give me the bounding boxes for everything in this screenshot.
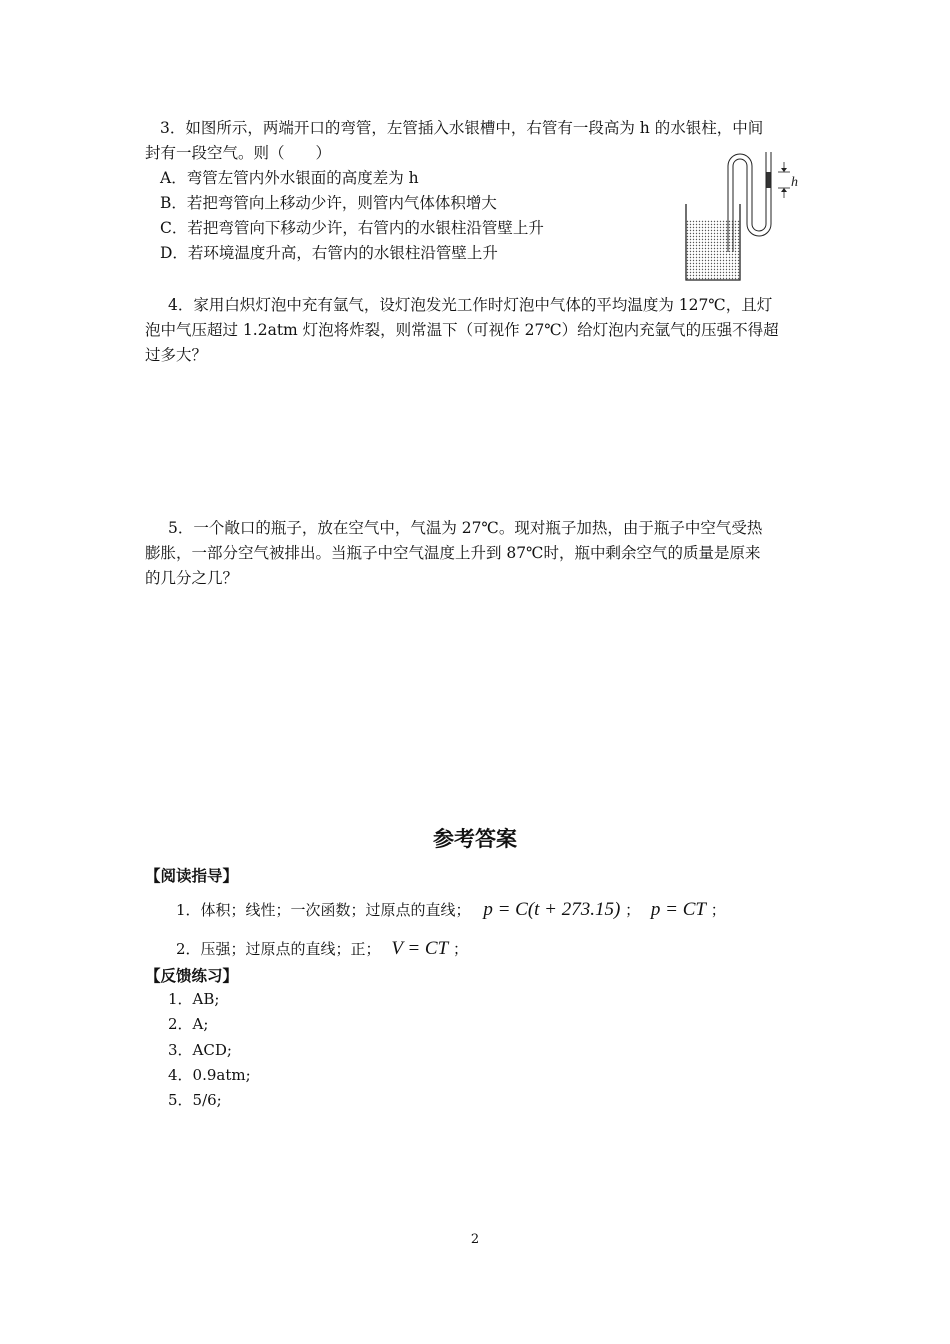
practice-header: 【反馈练习】 bbox=[145, 967, 239, 985]
q5-line-1: 5．一个敞口的瓶子，放在空气中，气温为 27℃。现对瓶子加热，由于瓶子中空气受热 bbox=[168, 519, 763, 537]
q4-line-1: 4．家用白炽灯泡中充有氩气，设灯泡发光工作时灯泡中气体的平均温度为 127℃，且灯 bbox=[168, 296, 773, 314]
reading-answer-1-text: 1．体积；线性；一次函数；过原点的直线； bbox=[176, 901, 471, 919]
practice-answer-1: 1．AB; bbox=[168, 990, 220, 1008]
formula-v-ct: V = CT bbox=[391, 938, 449, 959]
practice-answer-3: 3．ACD; bbox=[168, 1041, 232, 1059]
reading-answer-2 bbox=[176, 939, 468, 959]
reading-answer-2-end: ； bbox=[452, 940, 468, 958]
formula-p-ct: p = CT bbox=[650, 899, 706, 920]
mercury-trough bbox=[686, 220, 740, 280]
reading-answer-1 bbox=[176, 900, 726, 920]
page-number: 2 bbox=[470, 1232, 480, 1247]
answers-title: 参考答案 bbox=[433, 827, 517, 851]
reading-answer-2-text: 2．压强；过原点的直线；正； bbox=[176, 940, 381, 958]
practice-answer-5: 5．5/6; bbox=[168, 1091, 222, 1109]
q3-option-b: B．若把弯管向上移动少许，则管内气体体积增大 bbox=[160, 194, 497, 212]
q3-option-a: A．弯管左管内外水银面的高度差为 h bbox=[160, 169, 419, 187]
practice-answer-4: 4．0.9atm; bbox=[168, 1066, 251, 1084]
formula-p-ct-offset: p = C(t + 273.15) bbox=[483, 899, 621, 920]
q4-line-3: 过多大？ bbox=[145, 346, 208, 364]
bent-tube-figure bbox=[680, 148, 810, 283]
reading-answer-1-end: ； bbox=[710, 901, 726, 919]
q5-line-3: 的几分之几？ bbox=[145, 569, 239, 587]
q5-line-2: 膨胀，一部分空气被排出。当瓶子中空气温度上升到 87℃时，瓶中剩余空气的质量是原来 bbox=[145, 544, 761, 562]
q3-line-1: 3．如图所示，两端开口的弯管，左管插入水银槽中，右管有一段高为 h 的水银柱，中间 bbox=[160, 119, 764, 137]
q3-option-d: D．若环境温度升高，右管内的水银柱沿管壁上升 bbox=[160, 244, 498, 262]
q3-option-c: C．若把弯管向下移动少许，右管内的水银柱沿管壁上升 bbox=[160, 219, 544, 237]
reading-answer-1-sep: ； bbox=[625, 901, 641, 919]
q4-line-2: 泡中气压超过 1.2atm 灯泡将炸裂，则常温下（可视作 27℃）给灯泡内充氩气的压强不得超 bbox=[145, 321, 779, 339]
practice-answer-2: 2．A; bbox=[168, 1015, 209, 1033]
q3-line-2: 封有一段空气。则（ ） bbox=[145, 144, 332, 162]
figure-h-label: h bbox=[791, 175, 798, 190]
mercury-column bbox=[767, 172, 771, 188]
reading-guide-header: 【阅读指导】 bbox=[145, 867, 239, 885]
